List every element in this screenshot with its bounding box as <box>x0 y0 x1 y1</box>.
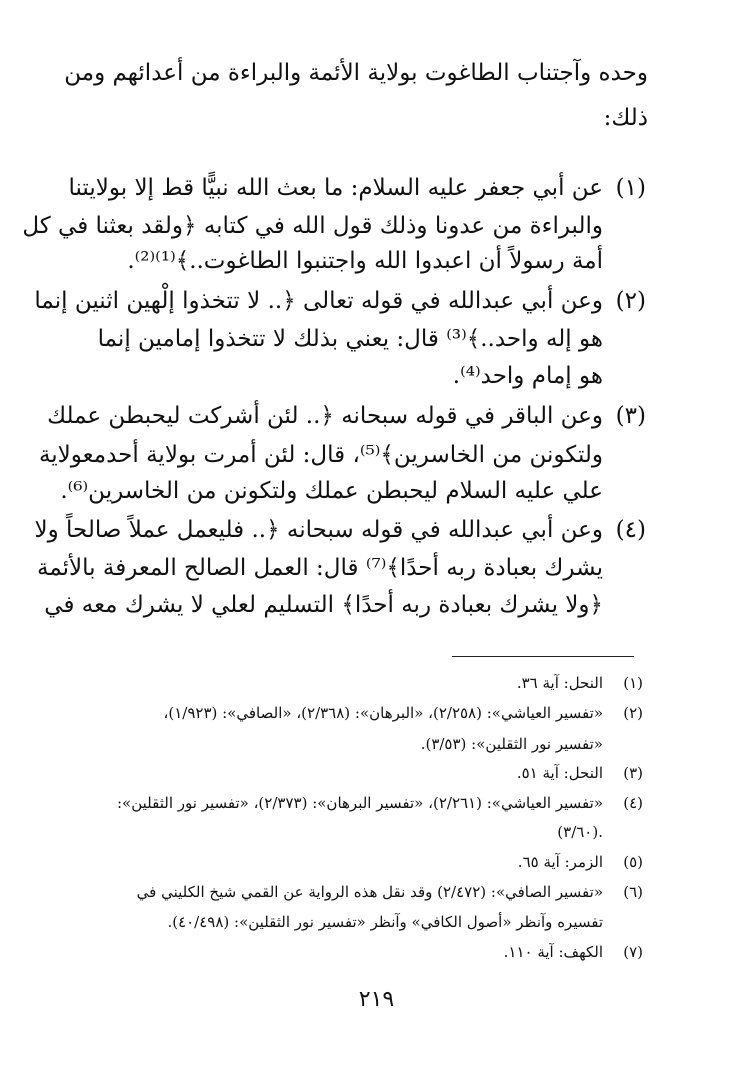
item-line: ﴿ولا يشرك بعبادة ربه أحدًا﴾ التسليم لعلي لا يشرك معه في <box>44 592 603 618</box>
intro-line: وحده وآجتناب الطاغوت بولاية الأئمة والبراءة من أعدائهم ومن <box>64 60 648 86</box>
item-line: والبراءة من عدونا وذلك قول الله في كتابه ﴿ولقد بعثنا في كل <box>22 213 603 239</box>
footnote-line: «تفسير العياشي»: (٢/٢٥٨)، «البرهان»: (٢/٣٦٨)، «الصافي»: (١/٩٢٣)، <box>163 704 603 722</box>
footnote-line: «تفسير نور الثقلين»: (٣/٥٣). <box>420 735 603 753</box>
footnote-number: (٥) <box>623 853 643 871</box>
item-line: يشرك بعبادة ربه أحدًا﴾⁽⁷⁾ قال: العمل الصالح المعرفة بالأئمة <box>37 555 603 581</box>
footnote-number: (٧) <box>623 943 643 961</box>
item-number: (٢) <box>615 288 646 314</box>
footnote-number: (٢) <box>623 704 643 722</box>
footnote-line: الزمر: آية ٦٥. <box>517 853 603 871</box>
item-line: أمة رسولاً أن اعبدوا الله واجتنبوا الطاغوت..﴾⁽¹⁾⁽²⁾. <box>127 248 603 274</box>
item-line: وعن أبي عبدالله في قوله تعالى ﴿.. لا تتخذوا إلْهين اثنين إنما <box>34 288 603 314</box>
item-line: عن أبي جعفر عليه السلام: ما بعث الله نبيًّا قط إلا بولايتنا <box>68 175 603 201</box>
footnote-number: (٤) <box>623 794 643 812</box>
footnote-number: (٣) <box>623 764 643 782</box>
footnote-line: (٣/٦٠). <box>557 823 603 841</box>
footnote-separator <box>452 656 634 657</box>
footnote-line: النحل: آية ٥١. <box>516 764 603 782</box>
footnote-number: (١) <box>623 674 643 692</box>
footnote-line: النحل: آية ٣٦. <box>516 674 603 692</box>
item-line: هو إله واحد..﴾⁽³⁾ قال: يعني بذلك لا تتخذوا إمامين إنما <box>97 326 603 352</box>
item-number: (١) <box>615 175 646 201</box>
item-line: هو إمام واحد⁽⁴⁾. <box>452 363 603 389</box>
item-number: (٣) <box>615 403 646 429</box>
footnote-line: «تفسير العياشي»: (٢/٢٦١)، «تفسير البرهان»: (٢/٣٧٣)، «تفسير نور الثقلين»: <box>117 794 603 812</box>
item-line: علي عليه السلام ليحبطن عملك ولتكونن من الخاسرين⁽⁶⁾. <box>60 478 603 504</box>
item-line: ولتكونن من الخاسرين﴾⁽⁵⁾، قال: لئن أمرت بولاية أحدمعولاية <box>38 442 603 468</box>
intro-line: ذلك: <box>603 105 648 131</box>
item-line: وعن أبي عبدالله في قوله سبحانه ﴿.. فليعمل عملاً صالحاً ولا <box>34 517 603 543</box>
footnote-number: (٦) <box>623 883 643 901</box>
footnote-line: تفسيره وآنظر «أصول الكافي» وآنظر «تفسير نور الثقلين»: (٤٠/٤٩٨). <box>167 913 603 931</box>
item-line: وعن الباقر في قوله سبحانه ﴿.. لئن أشركت ليحبطن عملك <box>47 403 603 429</box>
footnote-line: «تفسير الصافي»: (٢/٤٧٢) وقد نقل هذه الرواية عن القمي شيخ الكليني في <box>136 883 603 901</box>
item-number: (٤) <box>615 517 646 543</box>
footnote-line: الكهف: آية ١١٠. <box>503 943 603 961</box>
page-number: ٢١٩ <box>358 987 395 1012</box>
